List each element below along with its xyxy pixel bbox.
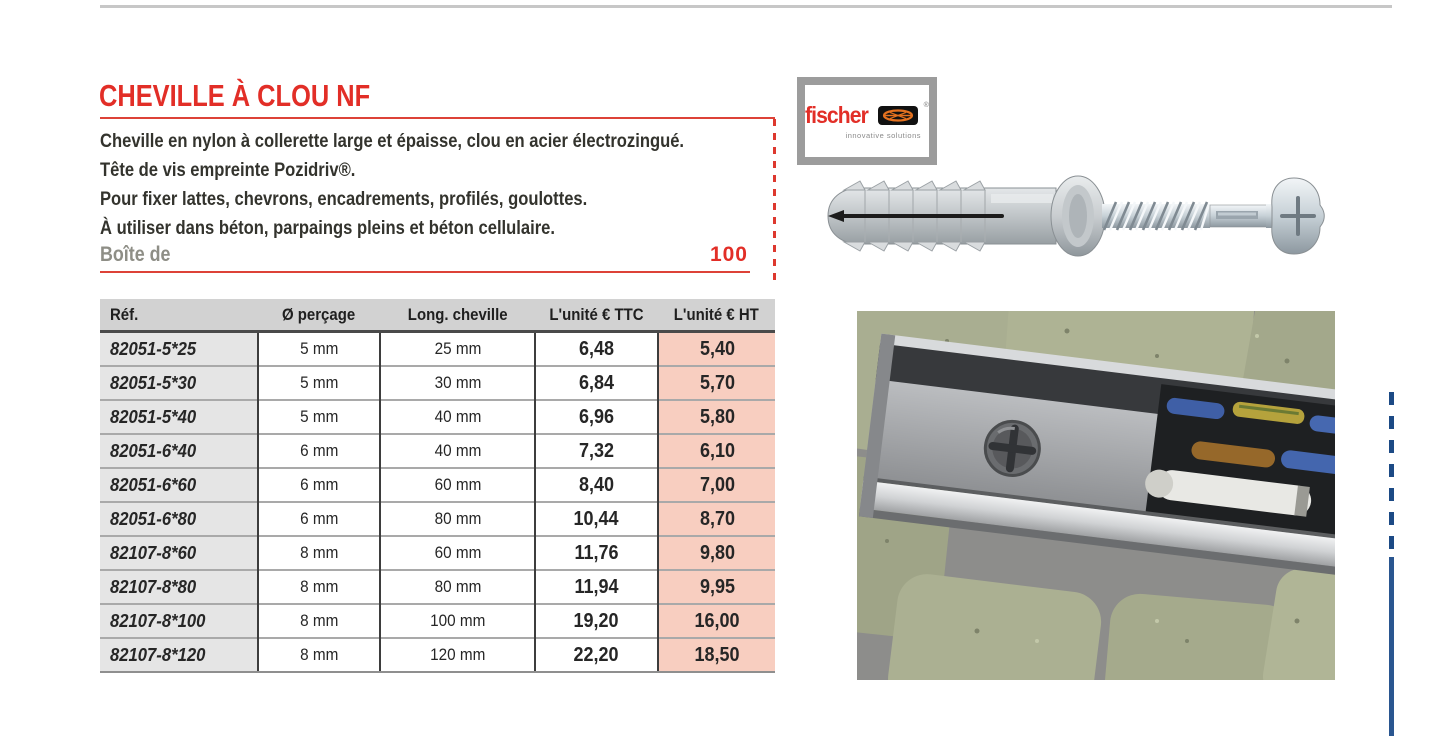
anchor-collar <box>1051 176 1105 256</box>
length-cell: 25 mm <box>380 332 535 367</box>
table-row <box>100 468 775 502</box>
length-cell: 40 mm <box>380 434 535 468</box>
price-ttc-cell: 6,96 <box>535 400 658 434</box>
ref-cell: 82051-5*40 <box>100 400 258 434</box>
price-ht-cell: 5,80 <box>658 400 775 434</box>
drill-diameter-cell: 5 mm <box>258 400 380 434</box>
header-anchor-length: Long. cheville <box>380 299 535 332</box>
description-line: Cheville en nylon à collerette large et épaisse, clou en acier électrozingué. <box>100 130 685 152</box>
length-cell: 40 mm <box>380 400 535 434</box>
price-table <box>100 299 775 673</box>
table-row <box>100 332 775 367</box>
table-row <box>100 502 775 536</box>
fischer-tagline: innovative solutions <box>845 131 921 140</box>
description-bottom-rule <box>100 271 750 273</box>
length-cell: 100 mm <box>380 604 535 638</box>
drill-diameter-cell: 6 mm <box>258 502 380 536</box>
drill-diameter-cell: 5 mm <box>258 332 380 367</box>
price-ttc-cell: 11,94 <box>535 570 658 604</box>
price-ttc-cell: 11,76 <box>535 536 658 570</box>
header-drill-diameter: Ø perçage <box>258 299 380 332</box>
table-row <box>100 434 775 468</box>
price-ht-cell: 16,00 <box>658 604 775 638</box>
ref-cell: 82107-8*100 <box>100 604 258 638</box>
top-divider <box>100 5 1392 8</box>
drill-diameter-cell: 8 mm <box>258 536 380 570</box>
price-ttc-cell: 8,40 <box>535 468 658 502</box>
drill-diameter-cell: 6 mm <box>258 434 380 468</box>
ref-cell: 82051-6*80 <box>100 502 258 536</box>
price-ht-cell: 6,10 <box>658 434 775 468</box>
table-row <box>100 638 775 672</box>
ref-cell: 82051-6*60 <box>100 468 258 502</box>
length-cell: 120 mm <box>380 638 535 672</box>
price-ht-cell: 8,70 <box>658 502 775 536</box>
drill-diameter-cell: 8 mm <box>258 570 380 604</box>
price-ht-cell: 5,70 <box>658 366 775 400</box>
length-cell: 80 mm <box>380 502 535 536</box>
table-row <box>100 536 775 570</box>
fischer-logo-row <box>805 102 929 129</box>
table-header-row <box>100 299 775 332</box>
description-line: Tête de vis empreinte Pozidriv®. <box>100 159 356 181</box>
price-ttc-cell: 6,48 <box>535 332 658 367</box>
page-edge-marker-solid <box>1389 557 1394 736</box>
nail-thread <box>1102 202 1210 230</box>
ref-cell: 82107-8*60 <box>100 536 258 570</box>
description-dashed-border <box>773 119 776 282</box>
title-underline <box>100 117 775 119</box>
price-ttc-cell: 22,20 <box>535 638 658 672</box>
price-ttc-cell: 10,44 <box>535 502 658 536</box>
length-cell: 30 mm <box>380 366 535 400</box>
header-unit-price-ttc: L'unité € TTC <box>535 299 658 332</box>
box-quantity-value: 100 <box>709 243 748 266</box>
price-table-body <box>100 332 775 673</box>
product-photo-nail-anchor <box>816 160 1338 274</box>
drill-diameter-cell: 8 mm <box>258 638 380 672</box>
ref-cell: 82107-8*120 <box>100 638 258 672</box>
description-line: Pour fixer lattes, chevrons, encadrements, profilés, goulottes. <box>100 188 588 210</box>
fischer-plug-icon <box>878 106 920 125</box>
ref-cell: 82107-8*80 <box>100 570 258 604</box>
drill-diameter-cell: 5 mm <box>258 366 380 400</box>
fischer-logo <box>797 77 937 165</box>
fischer-wordmark: fischer <box>805 102 869 128</box>
price-ht-cell: 9,80 <box>658 536 775 570</box>
price-ht-cell: 5,40 <box>658 332 775 367</box>
box-quantity-row <box>100 243 748 267</box>
table-row <box>100 570 775 604</box>
nail-head <box>1266 178 1324 254</box>
product-description <box>100 127 780 243</box>
header-unit-price-ht: L'unité € HT <box>658 299 775 332</box>
length-cell: 80 mm <box>380 570 535 604</box>
price-ht-cell: 18,50 <box>658 638 775 672</box>
box-label: Boîte de <box>100 243 171 266</box>
drill-diameter-cell: 6 mm <box>258 468 380 502</box>
price-ttc-cell: 7,32 <box>535 434 658 468</box>
table-row <box>100 604 775 638</box>
header-ref: Réf. <box>100 299 258 332</box>
table-row <box>100 366 775 400</box>
price-ht-cell: 7,00 <box>658 468 775 502</box>
drill-diameter-cell: 8 mm <box>258 604 380 638</box>
nail-shaft <box>1210 205 1272 227</box>
table-row <box>100 400 775 434</box>
ref-cell: 82051-5*30 <box>100 366 258 400</box>
description-line: À utiliser dans béton, parpaings pleins et béton cellulaire. <box>100 217 555 239</box>
length-cell: 60 mm <box>380 536 535 570</box>
page-edge-marker-dashed <box>1389 392 1394 550</box>
price-ht-cell: 9,95 <box>658 570 775 604</box>
ref-cell: 82051-6*40 <box>100 434 258 468</box>
nylon-plug-body <box>828 181 1056 251</box>
price-ttc-cell: 6,84 <box>535 366 658 400</box>
price-ttc-cell: 19,20 <box>535 604 658 638</box>
length-cell: 60 mm <box>380 468 535 502</box>
registered-mark: ® <box>923 102 929 109</box>
application-photo-cable-trunking <box>857 311 1335 680</box>
product-title: CHEVILLE À CLOU NF <box>99 78 371 113</box>
ref-cell: 82051-5*25 <box>100 332 258 367</box>
